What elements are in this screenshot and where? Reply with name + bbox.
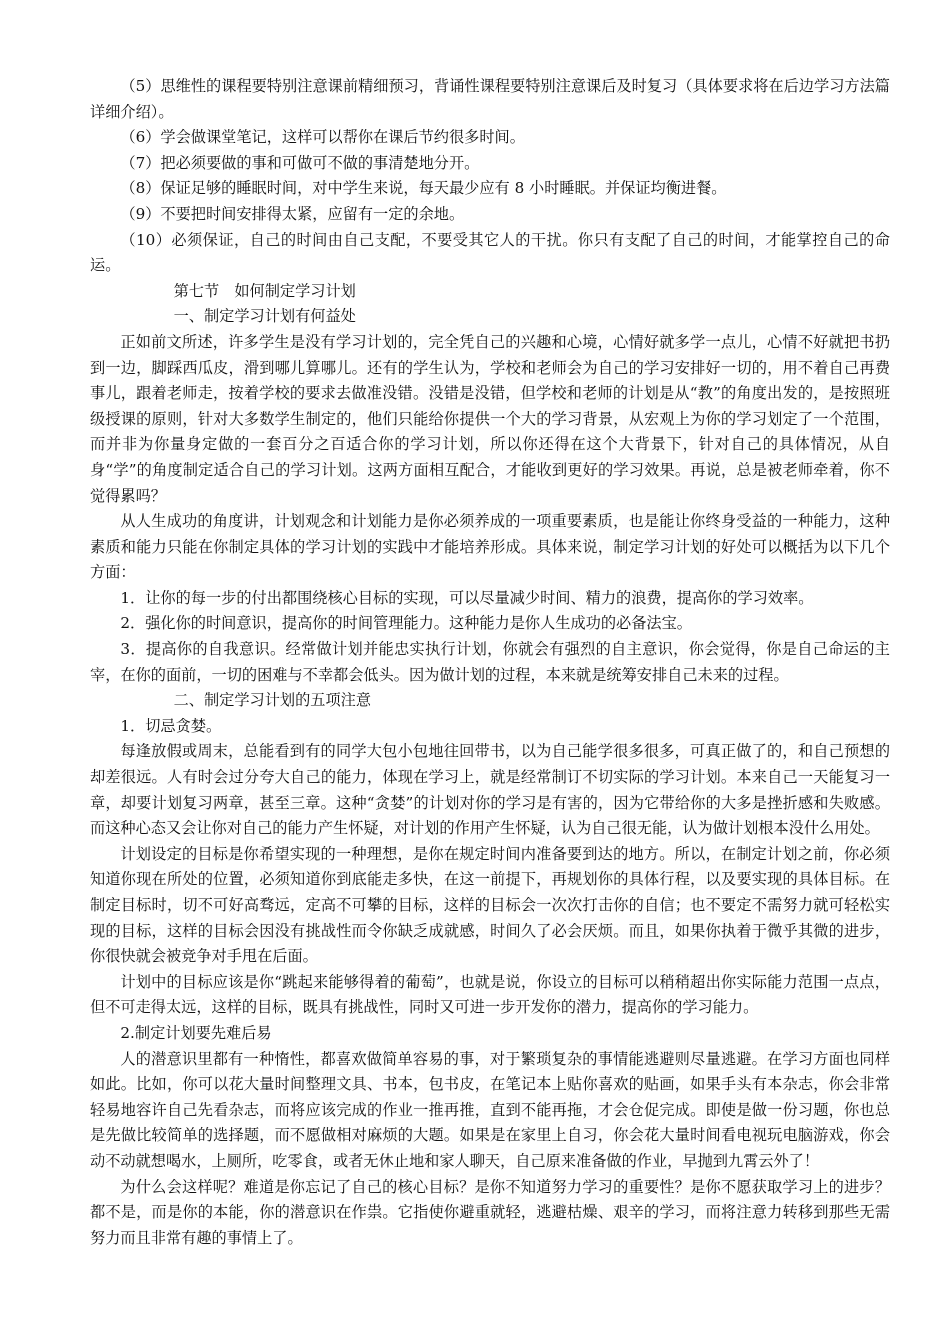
paragraph: 人的潜意识里都有一种惰性，都喜欢做简单容易的事，对于繁琐复杂的事情能逃避则尽量逃避。在学习方面也同样如此。比如，你可以花大量时间整理文具、书本，包书皮，在笔记本上贴你喜欢的贴画，如果手头有本杂志，你会非常轻易地容许自己先看杂志，而将应该完成的作业一推再推，直到不能再拖，才会仓促完成。即使是做一份习题，你也总是先做比较简单的选择题，而不愿做相对麻烦的大题。如果是在家里上自习，你会花大量时间看电视玩电脑游戏，你会动不动就想喝水，上厕所，吃零食，或者无休止地和家人聊天，自己原来准备做的作业，早抛到九霄云外了！ — [90, 1049, 890, 1170]
list-item: 1．让你的每一步的付出都围绕核心目标的实现，可以尽量减少时间、精力的浪费，提高你的学习效率。 — [120, 588, 814, 607]
point-heading: 2.制定计划要先难后易 — [120, 1023, 272, 1042]
section-heading: 第七节 如何制定学习计划 — [173, 281, 356, 300]
paragraph: （6）学会做课堂笔记，这样可以帮你在课后节约很多时间。 — [120, 128, 525, 147]
document-page — [90, 74, 890, 1251]
point-heading: 1．切忌贪婪。 — [120, 716, 222, 735]
paragraph: 从人生成功的角度讲，计划观念和计划能力是你必须养成的一项重要素质，也是能让你终身受益的一种能力，这种素质和能力只能在你制定具体的学习计划的实践中才能培养形成。具体来说，制定学习计划的好处可以概括为以下几个方面： — [90, 512, 890, 582]
paragraph: （7）把必须要做的事和可做可不做的事清楚地分开。 — [120, 153, 480, 172]
paragraph: 为什么会这样呢？难道是你忘记了自己的核心目标？是你不知道努力学习的重要性？是你不愿获取学习上的进步？都不是，而是你的本能，你的潜意识在作祟。它指使你避重就轻，逃避枯燥、艰辛的学习，而将注意力转移到那些无需努力而且非常有趣的事情上了。 — [90, 1177, 890, 1247]
paragraph: （10）必须保证，自己的时间由自己支配，不要受其它人的干扰。你只有支配了自己的时间，才能掌控自己的命运。 — [90, 230, 890, 275]
paragraph: 正如前文所述，许多学生是没有学习计划的，完全凭自己的兴趣和心境，心情好就多学一点儿，心情不好就把书扔到一边，脚踩西瓜皮，滑到哪儿算哪儿。还有的学生认为，学校和老师会为自己的学习安排好一切的，用不着自己再费事儿，跟着老师走，按着学校的要求去做准没错。没错是没错，但学校和老师的计划是从“教”的角度出发的，是按照班级授课的原则，针对大多数学生制定的，他们只能给你提供一个大的学习背景，从宏观上为你的学习划定了一个范围，而并非为你量身定做的一套百分之百适合你的学习计划，所以你还得在这个大背景下，针对自己的具体情况，从自身“学”的角度制定适合自己的学习计划。这两方面相互配合，才能收到更好的学习效果。再说，总是被老师牵着，你不觉得累吗？ — [90, 332, 890, 505]
subsection-heading: 二、制定学习计划的五项注意 — [173, 691, 372, 710]
paragraph: （8）保证足够的睡眠时间，对中学生来说，每天最少应有 8 小时睡眠。并保证均衡进餐。 — [120, 179, 727, 198]
paragraph: 计划中的目标应该是你“跳起来能够得着的葡萄”，也就是说，你设立的目标可以稍稍超出你实际能力范围一点点，但不可走得太远，这样的目标，既具有挑战性，同时又可进一步开发你的潜力，提高你的学习能力。 — [90, 972, 890, 1017]
list-item: 3．提高你的自我意识。经常做计划并能忠实执行计划，你就会有强烈的自主意识，你会觉得，你是自己命运的主宰，在你的面前，一切的困难与不幸都会低头。因为做计划的过程，本来就是统筹安排自己未来的过程。 — [90, 640, 890, 684]
paragraph: （9）不要把时间安排得太紧，应留有一定的余地。 — [120, 204, 465, 223]
paragraph: 计划设定的目标是你希望实现的一种理想，是你在规定时间内准备要到达的地方。所以，在制定计划之前，你必须知道你现在所处的位置，必须知道你到底能走多快，在这一前提下，再规划你的具体行程，以及要实现的具体目标。在制定目标时，切不可好高骛远，定高不可攀的目标，这样的目标会一次次打击你的自信；也不要定不需努力就可轻松实现的目标，这样的目标会因没有挑战性而令你缺乏成就感，时间久了必会厌烦。而且，如果你执着于微乎其微的进步，你很快就会被竞争对手甩在后面。 — [90, 844, 890, 966]
list-item: 2．强化你的时间意识，提高你的时间管理能力。这种能力是你人生成功的必备法宝。 — [120, 614, 692, 633]
paragraph: （5）思维性的课程要特别注意课前精细预习，背诵性课程要特别注意课后及时复习（具体要求将在后边学习方法篇详细介绍）。 — [90, 77, 890, 121]
paragraph: 每逢放假或周末，总能看到有的同学大包小包地往回带书，以为自己能学很多很多，可真正做了的，和自己预想的却差很远。人有时会过分夸大自己的能力，体现在学习上，就是经常制订不切实际的学习计划。本来自己一天能复习一章，却要计划复习两章，甚至三章。这种“贪婪”的计划对你的学习是有害的，因为它带给你的大多是挫折感和失败感。而这种心态又会让你对自己的能力产生怀疑，对计划的作用产生怀疑，认为自己很无能，认为做计划根本没什么用处。 — [90, 742, 890, 838]
subsection-heading: 一、制定学习计划有何益处 — [173, 307, 356, 326]
